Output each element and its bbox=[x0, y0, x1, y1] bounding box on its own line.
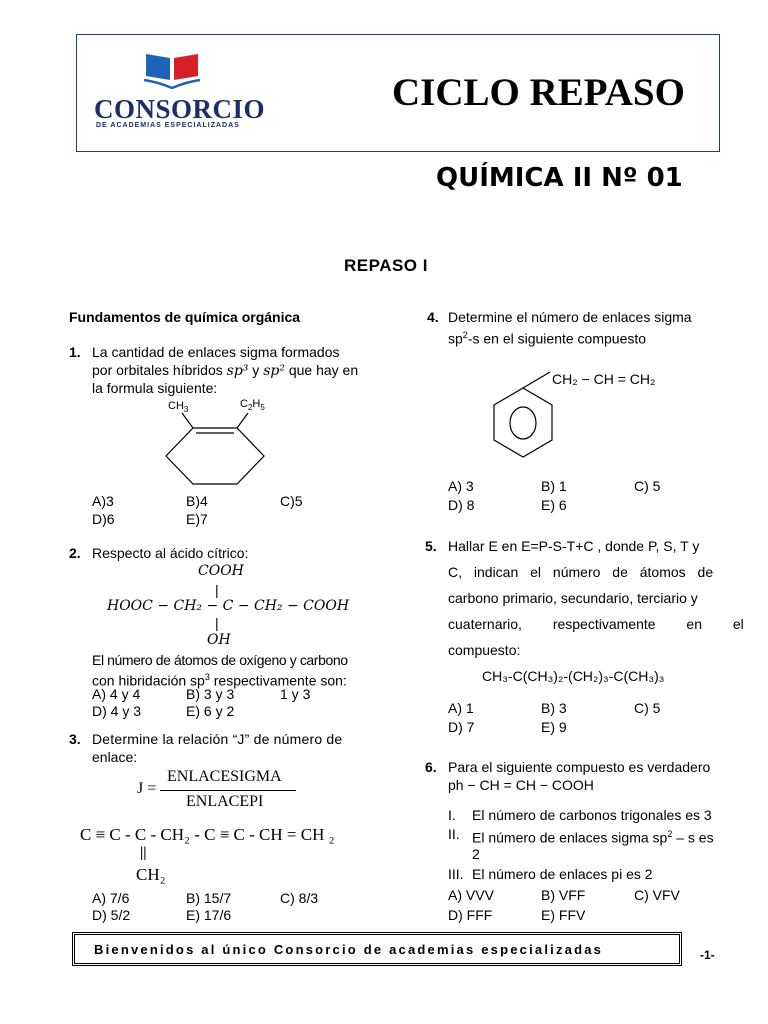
q6-item1-num: I. bbox=[448, 807, 456, 823]
q6-option-b: B) VFF bbox=[541, 887, 586, 903]
q2-number: 2. bbox=[69, 545, 81, 561]
footer-text: Bienvenidos al único Consorcio de academias especializadas bbox=[94, 942, 604, 957]
q2-option-e: E) 6 y 2 bbox=[186, 703, 235, 719]
q3-numerator: ENLACESIGMA bbox=[167, 768, 282, 785]
q1-option-d: D)6 bbox=[92, 511, 115, 527]
q6-option-d: D) FFF bbox=[448, 907, 493, 923]
q6-number: 6. bbox=[425, 759, 437, 775]
q5-formula: CH₃-C(CH₃)₂-(CH₂)₃-C(CH₃)₃ bbox=[482, 668, 665, 684]
subject-title: QUÍMICA II Nº 01 bbox=[436, 163, 683, 193]
q1-line3: la formula siguiente: bbox=[92, 380, 218, 396]
q6-item2-num: II. bbox=[448, 826, 460, 842]
q4-substituent: CH₂ − CH = CH₂ bbox=[552, 371, 656, 387]
q6-item2-cont: 2 bbox=[472, 846, 480, 862]
q6-compound: ph − CH = CH − COOH bbox=[448, 777, 594, 793]
page-number: -1- bbox=[700, 948, 715, 962]
q2-option-a: A) 4 y 4 bbox=[92, 686, 141, 702]
q2-bond-up: | bbox=[215, 582, 219, 598]
q1-line2: por orbitales híbridos sp³ y sp² que hay en bbox=[92, 362, 359, 379]
q1-line1: La cantidad de enlaces sigma formados bbox=[92, 344, 340, 360]
q6-option-c: C) VFV bbox=[634, 887, 680, 903]
q4-option-b: B) 1 bbox=[541, 478, 567, 494]
q5-line4: cuaternario, respectivamente en el bbox=[448, 616, 744, 632]
q3-ch2: CH₂ bbox=[136, 865, 166, 884]
q1-c2h5-label: $C_2H_5$ bbox=[240, 398, 265, 413]
q3-option-a: A) 7/6 bbox=[92, 890, 130, 906]
section-title: REPASO I bbox=[344, 256, 428, 275]
q3-denominator: ENLACEPI bbox=[186, 793, 264, 810]
page-title: CICLO REPASO bbox=[392, 71, 685, 114]
q3-double-bond: || bbox=[140, 845, 147, 861]
q6-line1: Para el siguiente compuesto es verdadero bbox=[448, 759, 711, 775]
q3-option-c: C) 8/3 bbox=[280, 890, 319, 906]
q5-line1: Hallar E en E=P-S-T+C , donde P, S, T y bbox=[448, 538, 700, 554]
logo-name: CONSORCIO bbox=[94, 94, 266, 124]
q1-ring-icon bbox=[160, 408, 270, 492]
q3-option-b: B) 15/7 bbox=[186, 890, 232, 906]
q1-option-c: C)5 bbox=[280, 493, 303, 509]
q5-line2: C, indican el número de átomos de bbox=[448, 564, 714, 580]
q3-line1: Determine la relación “J” de número de bbox=[92, 731, 343, 747]
logo-subtitle: DE ACADEMIAS ESPECIALIZADAS bbox=[96, 122, 240, 129]
q2-oh: OH bbox=[207, 632, 231, 648]
q2-option-d: D) 4 y 3 bbox=[92, 703, 142, 719]
q6-option-a: A) VVV bbox=[448, 887, 494, 903]
q1-ch3-label: $CH_3$ bbox=[168, 400, 189, 415]
q6-item2: El número de enlaces sigma $sp^2$ – s es bbox=[472, 829, 714, 846]
q2-option-c: 1 y 3 bbox=[280, 686, 311, 702]
q1-option-b: B)4 bbox=[186, 493, 208, 509]
q3-chain: C ≡ C - C - CH₂ - C ≡ C - CH = CH ₂ bbox=[80, 825, 335, 844]
q6-item1: El número de carbonos trigonales es 3 bbox=[472, 807, 712, 823]
q5-line5: compuesto: bbox=[448, 642, 521, 658]
q5-option-b: B) 3 bbox=[541, 700, 567, 716]
left-heading: Fundamentos de química orgánica bbox=[69, 309, 301, 325]
q4-option-a: A) 3 bbox=[448, 478, 474, 494]
q2-option-b: B) 3 y 3 bbox=[186, 686, 235, 702]
q5-option-c: C) 5 bbox=[634, 700, 661, 716]
q4-number: 4. bbox=[427, 309, 439, 325]
q2-main-chain: HOOC − CH₂ − C − CH₂ − COOH bbox=[107, 598, 350, 614]
q6-item3-num: III. bbox=[448, 866, 464, 882]
q5-option-e: E) 9 bbox=[541, 719, 567, 735]
q3-option-e: E) 17/6 bbox=[186, 907, 232, 923]
q3-fraction-bar bbox=[160, 790, 296, 791]
q6-item3: El número de enlaces pi es 2 bbox=[472, 866, 653, 882]
q3-j-label: J = bbox=[137, 780, 157, 797]
q4-option-d: D) 8 bbox=[448, 497, 475, 513]
q4-line2: $sp^2-s$ en el siguiente compuesto bbox=[448, 330, 647, 347]
q2-bond-down: | bbox=[215, 615, 219, 631]
q4-line1: Determine el número de enlaces sigma bbox=[448, 309, 692, 325]
q3-option-d: D) 5/2 bbox=[92, 907, 131, 923]
q1-number: 1. bbox=[69, 344, 81, 360]
q5-option-d: D) 7 bbox=[448, 719, 475, 735]
q2-line2: con hibridación $sp^3$ respectivamente son: bbox=[92, 672, 347, 689]
q4-option-e: E) 6 bbox=[541, 497, 567, 513]
q1-option-e: E)7 bbox=[186, 511, 208, 527]
q2-text: Respecto al ácido cítrico: bbox=[92, 545, 249, 561]
q1-option-a: A)3 bbox=[92, 493, 114, 509]
q5-line3: carbono primario, secundario, terciario y bbox=[448, 590, 698, 606]
q5-number: 5. bbox=[425, 538, 437, 554]
q4-option-c: C) 5 bbox=[634, 478, 661, 494]
q5-option-a: A) 1 bbox=[448, 700, 474, 716]
q2-cooh-top: COOH bbox=[198, 563, 244, 579]
q6-option-e: E) FFV bbox=[541, 907, 586, 923]
q4-benzene-icon bbox=[488, 370, 558, 468]
q3-number: 3. bbox=[69, 731, 81, 747]
q2-line1: El número de átomos de oxígeno y carbono bbox=[92, 652, 348, 668]
q3-line2: enlace: bbox=[92, 749, 138, 765]
